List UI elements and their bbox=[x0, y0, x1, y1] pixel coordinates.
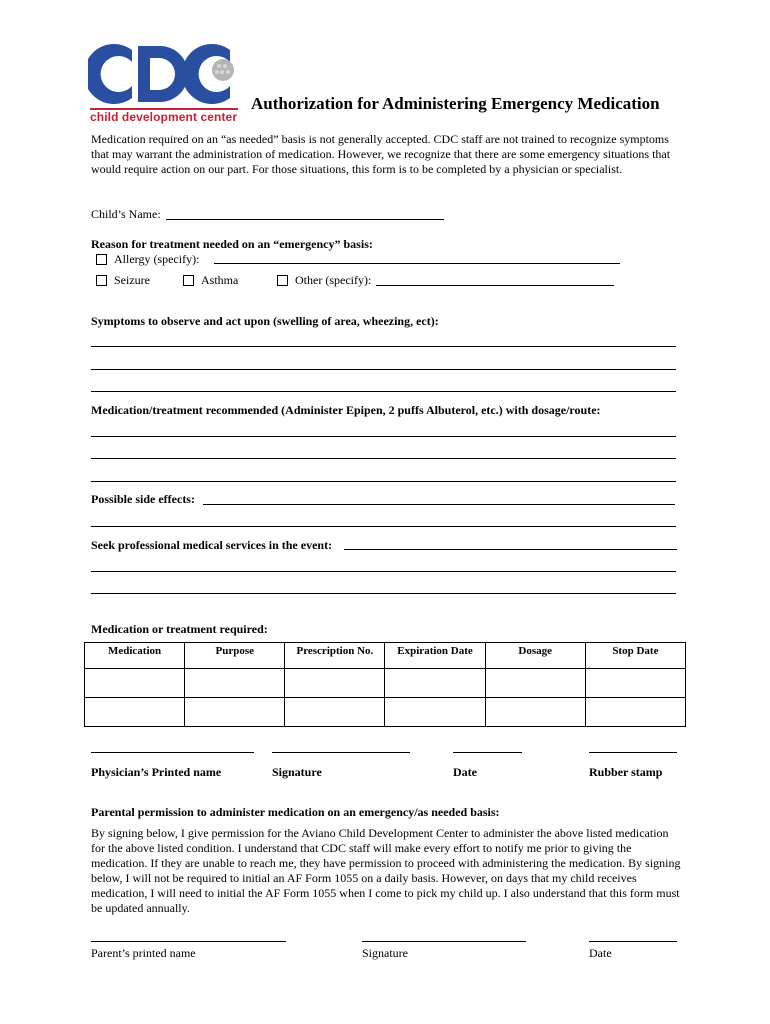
logo-globe-icon bbox=[212, 59, 234, 81]
table-cell[interactable] bbox=[285, 669, 385, 698]
parental-paragraph: By signing below, I give permission for the Aviano Child Development Center to administer the above listed medication for the above listed condition. I understand that CDC staff will make every effort to notify me prior to giving the medication. If they are unable to reach me, they have permission to proceed with administering the medication. By signing below, I will not be required to initial an AF Form 1055 on a daily basis. However, on days that my child receives medication, I will need to initial the AF Form 1055 when I come to pick my child up. I also understand that this form must be updated annually. bbox=[91, 826, 681, 915]
col-prescription-no: Prescription No. bbox=[285, 643, 385, 669]
physician-date-label: Date bbox=[453, 765, 477, 779]
other-checkbox[interactable] bbox=[277, 275, 288, 286]
table-cell[interactable] bbox=[585, 698, 685, 727]
table-cell[interactable] bbox=[485, 669, 585, 698]
seizure-label: Seizure bbox=[114, 273, 150, 287]
table-cell[interactable] bbox=[85, 669, 185, 698]
table-cell[interactable] bbox=[85, 698, 185, 727]
side-effects-line-2[interactable] bbox=[91, 526, 676, 527]
side-effects-line-1[interactable] bbox=[203, 504, 675, 505]
logo-letter-c1 bbox=[88, 44, 132, 104]
parent-signature-line[interactable] bbox=[362, 941, 526, 942]
reason-heading: Reason for treatment needed on an “emergency” basis: bbox=[91, 237, 373, 251]
col-purpose: Purpose bbox=[185, 643, 285, 669]
physician-name-line[interactable] bbox=[91, 752, 254, 753]
seek-services-line-2[interactable] bbox=[91, 571, 676, 572]
symptoms-line-3[interactable] bbox=[91, 391, 676, 392]
asthma-checkbox[interactable] bbox=[183, 275, 194, 286]
other-label: Other (specify): bbox=[295, 273, 372, 287]
form-title: Authorization for Administering Emergency Medication bbox=[251, 94, 660, 113]
seek-services-label: Seek professional medical services in the event: bbox=[91, 538, 333, 552]
medication-line-3[interactable] bbox=[91, 481, 676, 482]
table-cell[interactable] bbox=[385, 698, 485, 727]
physician-signature-line[interactable] bbox=[272, 752, 410, 753]
symptoms-heading: Symptoms to observe and act upon (swelling of area, wheezing, ect): bbox=[91, 314, 439, 328]
table-cell[interactable] bbox=[285, 698, 385, 727]
allergy-label: Allergy (specify): bbox=[114, 252, 200, 266]
parent-date-line[interactable] bbox=[589, 941, 677, 942]
medication-table bbox=[84, 642, 686, 727]
medication-recommended-heading: Medication/treatment recommended (Administer Epipen, 2 puffs Albuterol, etc.) with dosage/route: bbox=[91, 403, 601, 417]
table-row bbox=[85, 698, 686, 727]
symptoms-line-2[interactable] bbox=[91, 369, 676, 370]
seizure-checkbox[interactable] bbox=[96, 275, 107, 286]
parent-name-line[interactable] bbox=[91, 941, 286, 942]
allergy-checkbox[interactable] bbox=[96, 254, 107, 265]
med-table-heading: Medication or treatment required: bbox=[91, 622, 268, 636]
parent-name-label: Parent’s printed name bbox=[91, 946, 196, 960]
intro-paragraph: Medication required on an “as needed” basis is not generally accepted. CDC staff are not trained to recognize symptoms that may warrant the administration of medication. However, we recognize that there are some emergency situations that would require action on our part. For those situations, this form is to be completed by a physician or specialist. bbox=[91, 132, 671, 176]
col-medication: Medication bbox=[85, 643, 185, 669]
rubber-stamp-line[interactable] bbox=[589, 752, 677, 753]
table-cell[interactable] bbox=[185, 698, 285, 727]
child-name-label: Child’s Name: bbox=[91, 207, 161, 221]
child-name-field[interactable] bbox=[166, 219, 444, 220]
table-cell[interactable] bbox=[585, 669, 685, 698]
table-cell[interactable] bbox=[385, 669, 485, 698]
medication-line-2[interactable] bbox=[91, 458, 676, 459]
table-cell[interactable] bbox=[185, 669, 285, 698]
physician-name-label: Physician’s Printed name bbox=[91, 765, 222, 779]
asthma-label: Asthma bbox=[201, 273, 239, 287]
parental-heading: Parental permission to administer medication on an emergency/as needed basis: bbox=[91, 805, 500, 819]
physician-signature-label: Signature bbox=[272, 765, 322, 779]
col-dosage: Dosage bbox=[485, 643, 585, 669]
logo-letter-d bbox=[138, 46, 188, 102]
parent-date-label: Date bbox=[589, 946, 612, 960]
symptoms-line-1[interactable] bbox=[91, 346, 676, 347]
logo-subtitle: child development center bbox=[90, 110, 238, 124]
col-stop-date: Stop Date bbox=[585, 643, 685, 669]
col-expiration-date: Expiration Date bbox=[385, 643, 485, 669]
other-specify-field[interactable] bbox=[376, 285, 614, 286]
medication-line-1[interactable] bbox=[91, 436, 676, 437]
table-row bbox=[85, 669, 686, 698]
table-cell[interactable] bbox=[485, 698, 585, 727]
parent-signature-label: Signature bbox=[362, 946, 408, 960]
table-header-row bbox=[85, 643, 686, 669]
side-effects-label: Possible side effects: bbox=[91, 492, 195, 506]
seek-services-line-1[interactable] bbox=[344, 549, 677, 550]
rubber-stamp-label: Rubber stamp bbox=[589, 765, 663, 779]
allergy-specify-field[interactable] bbox=[214, 263, 620, 264]
physician-date-line[interactable] bbox=[453, 752, 522, 753]
seek-services-line-3[interactable] bbox=[91, 593, 676, 594]
